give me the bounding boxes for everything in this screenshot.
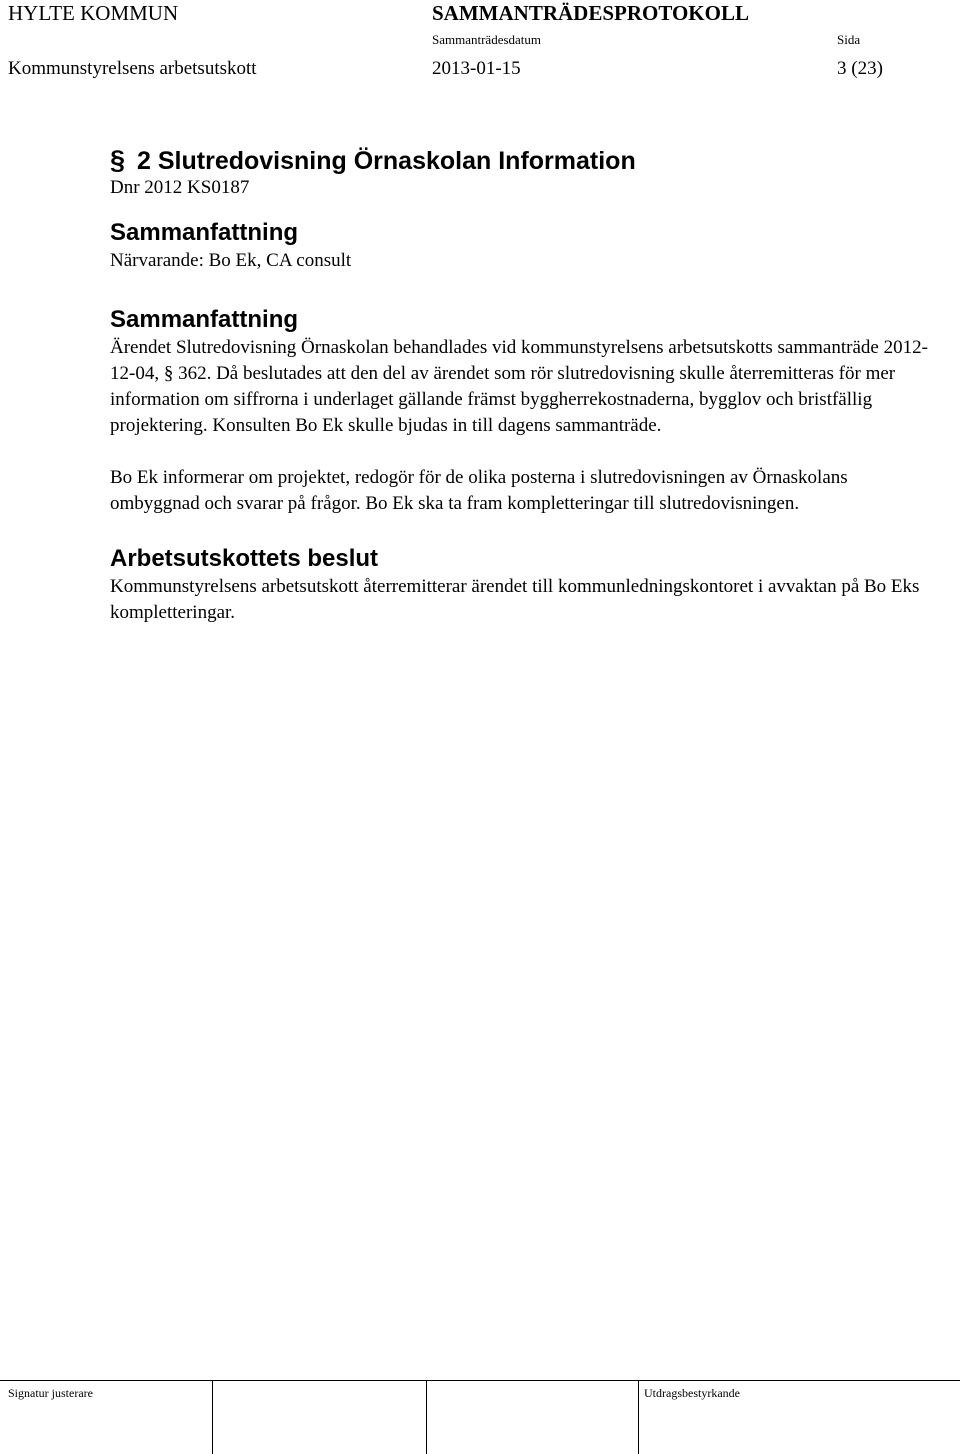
footer-divider-3 [638,1380,639,1454]
summary-text-part-2: 362. Då beslutades att den del av ärendet som rör slutredovisning skulle återremitteras för mer information om siffrorna i underlaget gällande främst byggherrekostnaderna, bygglov och bristfällig projektering. Konsulten Bo Ek skulle bjudas in till dagens sammanträde. [110,363,896,436]
footer-rule [0,1380,960,1381]
item-title [110,144,940,176]
summary-text-part-1: Ärendet Slutredovisning Örnaskolan behandlades vid kommunstyrelsens arbetsutskotts sammanträde 2012-12-04, [110,337,928,384]
extract-certification-label: Utdragsbestyrkande [644,1386,740,1400]
decision-text: Kommunstyrelsens arbetsutskott återremitterar ärendet till kommunledningskontoret i avvaktan på Bo Eks kompletteringar. [110,576,920,623]
document-type: SAMMANTRÄDESPROTOKOLL [432,1,749,25]
case-number: Dnr 2012 KS0187 [110,177,250,198]
consultant-info-text: Bo Ek informerar om projektet, redogör för de olika posterna i slutredovisningen av Örnaskolans ombyggnad och svarar på frågor. Bo Ek ska ta fram kompletteringar till slutredovisningen. [110,467,848,514]
item-title-text: 2 Slutredovisning Örnaskolan Information [137,147,636,175]
committee-name: Kommunstyrelsens arbetsutskott [8,58,257,79]
page-number: 3 (23) [837,58,883,79]
meeting-date: 2013-01-15 [432,58,521,79]
decision-heading: Arbetsutskottets beslut [110,545,379,572]
summary-heading: Sammanfattning [110,219,299,246]
municipality-name: HYLTE KOMMUN [8,1,179,25]
page-label: Sida [837,32,861,47]
footer-divider-2 [426,1380,427,1454]
summary-text [110,335,940,439]
meeting-date-label: Sammanträdesdatum [432,32,542,47]
summary-paragraph-sign: § [163,363,174,384]
summary-heading-second: Sammanfattning [110,306,299,333]
paragraph-sign: § [110,145,126,175]
signature-label: Signatur justerare [8,1386,93,1400]
attendees-text: Närvarande: Bo Ek, CA consult [110,250,352,271]
document-body [110,144,940,626]
footer-divider-1 [212,1380,213,1454]
